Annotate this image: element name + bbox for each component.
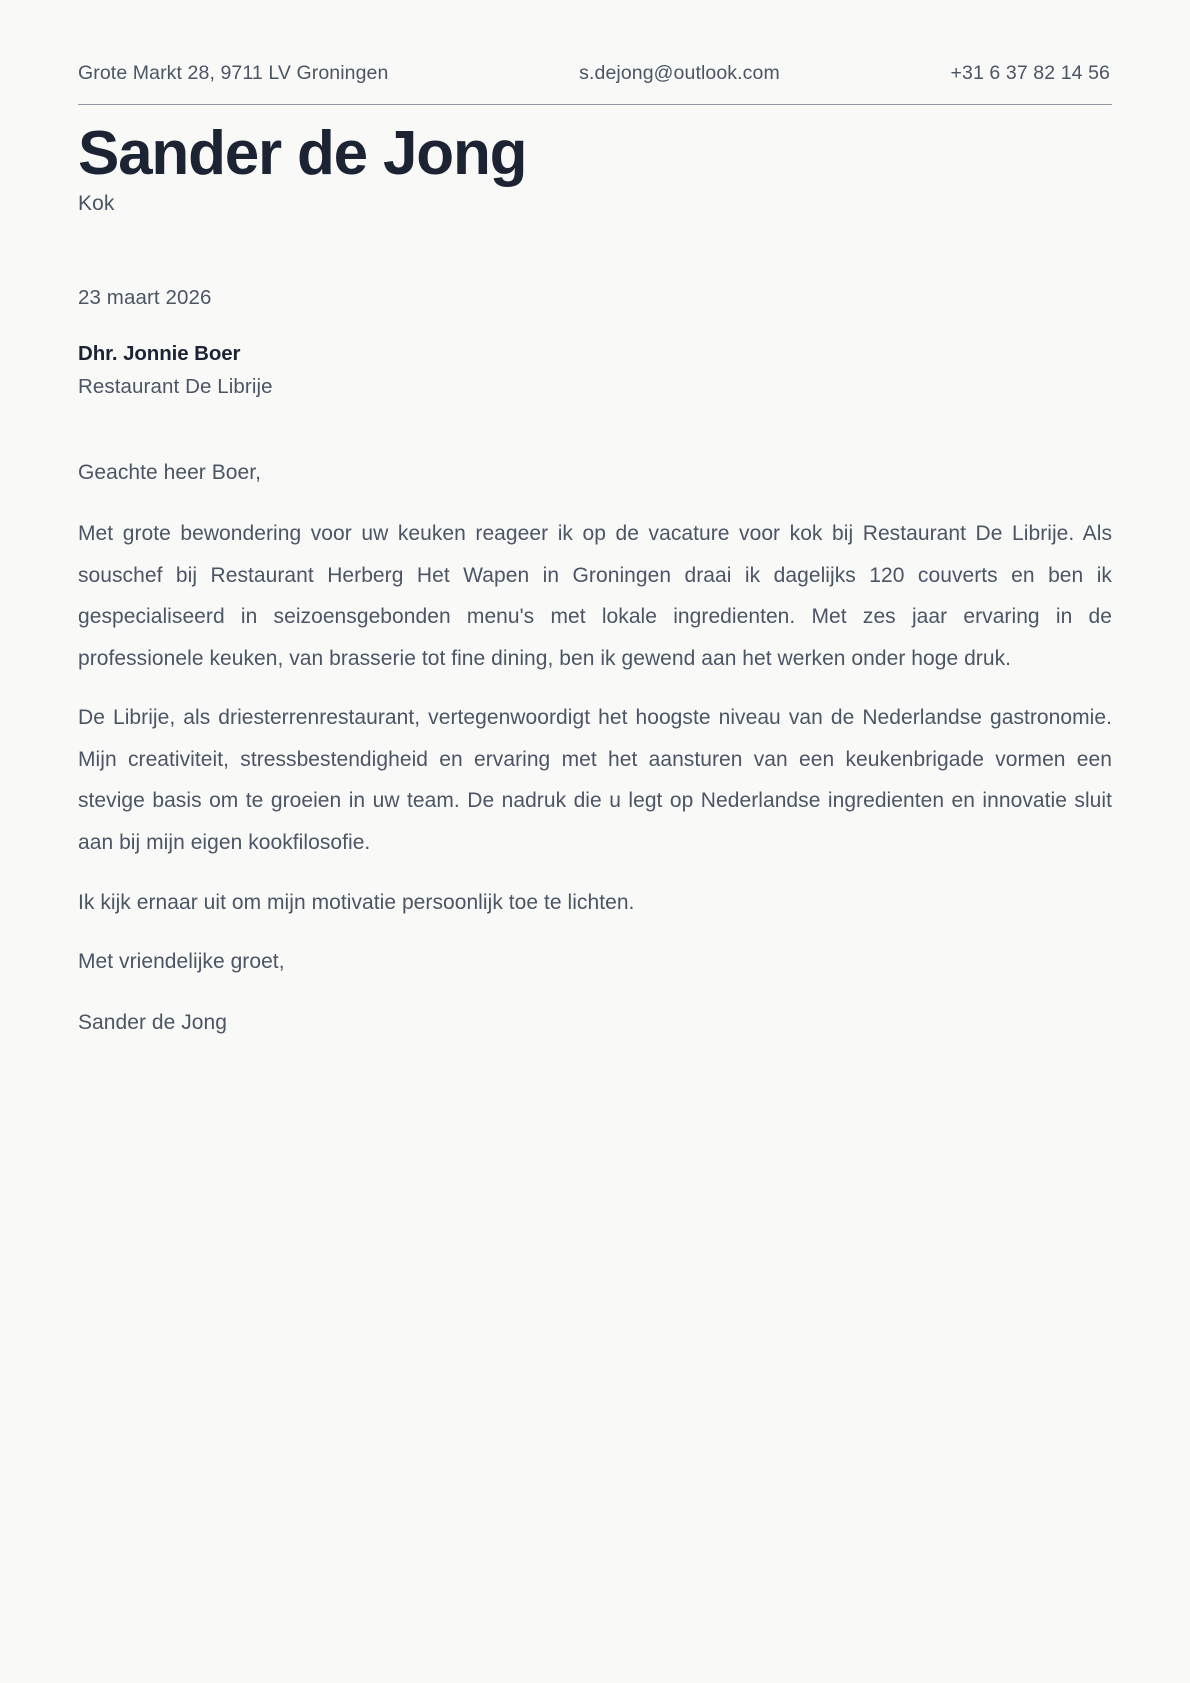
contact-phone: +31 6 37 82 14 56 — [950, 62, 1110, 84]
applicant-role: Kok — [78, 192, 115, 216]
recipient-name: Dhr. Jonnie Boer — [78, 342, 241, 366]
applicant-name: Sander de Jong — [78, 119, 527, 188]
letter-paragraph-1: Met grote bewondering voor uw keuken reageer ik op de vacature voor kok bij Restaurant De Librije. Als souschef bij Restaurant Herberg Het Wapen in Groningen draai ik dagelijks 120 couverts en ben ik gespecialiseerd in seizoensgebonden menu's met lokale ingredienten. Met zes jaar ervaring in de professionele keuken, van brasserie tot fine dining, ben ik gewend aan het werken onder hoge druk. — [78, 522, 1112, 670]
recipient-company: Restaurant De Librije — [78, 375, 273, 399]
letter-paragraph-2: De Librije, als driesterrenrestaurant, vertegenwoordigt het hoogste niveau van de Nederlandse gastronomie. Mijn creativiteit, stressbestendigheid en ervaring met het aansturen van een keukenbrigade vormen een stevige basis om te groeien in uw team. De nadruk die u legt op Nederlandse ingredienten en innovatie sluit aan bij mijn eigen kookfilosofie. — [78, 706, 1112, 855]
letter-signature: Sander de Jong — [78, 1010, 227, 1034]
letter-body — [78, 452, 1112, 1043]
contact-header — [78, 62, 1112, 85]
recipient-block — [78, 342, 1112, 399]
letter-date: 23 maart 2026 — [78, 286, 212, 310]
letter-salutation: Geachte heer Boer, — [78, 461, 262, 485]
contact-address: Grote Markt 28, 9711 LV Groningen — [78, 62, 389, 84]
contact-email: s.dejong@outlook.com — [579, 62, 780, 84]
header-divider — [78, 104, 1112, 105]
letter-paragraph-3: Ik kijk ernaar uit om mijn motivatie persoonlijk toe te lichten. — [78, 890, 635, 914]
letter-closing: Met vriendelijke groet, — [78, 950, 285, 974]
